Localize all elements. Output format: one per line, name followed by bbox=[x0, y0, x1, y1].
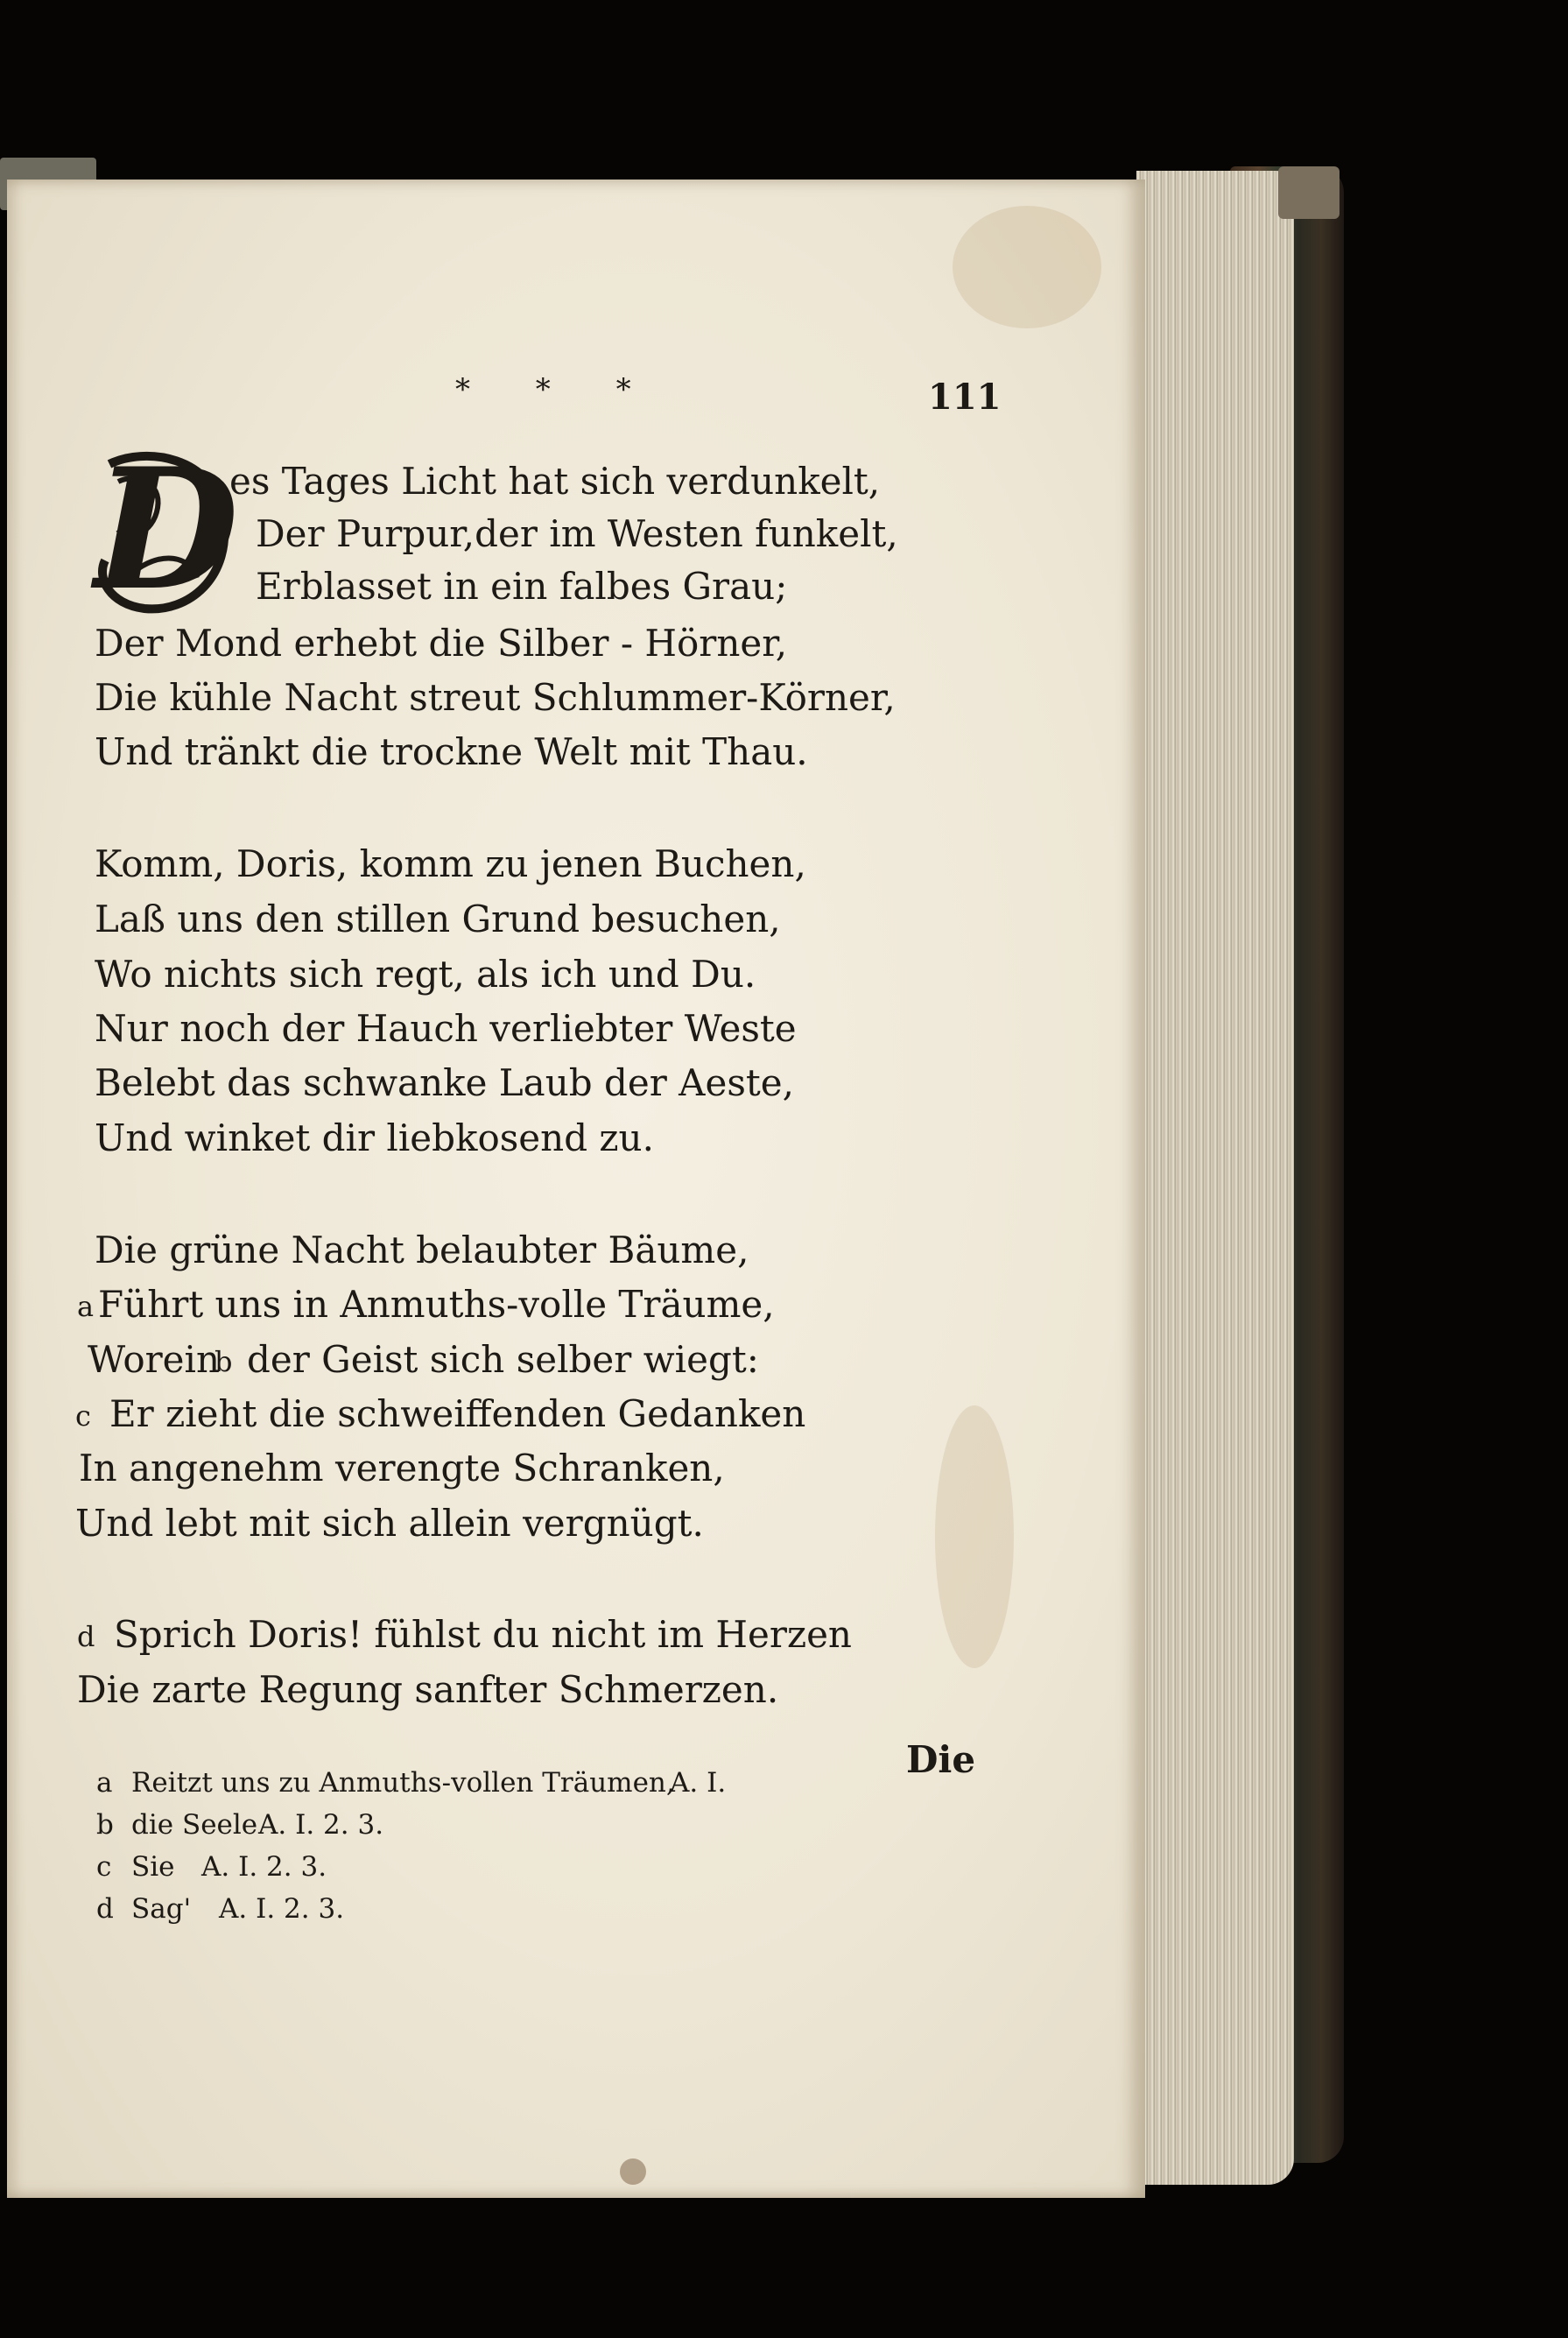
footnote-ref: A. I. 2. 3. bbox=[219, 1893, 345, 1925]
footnote-ref: A. I. 2. 3. bbox=[258, 1809, 384, 1841]
footnote-ref: A. I. bbox=[670, 1767, 727, 1799]
footnote-text: die Seele bbox=[131, 1809, 258, 1841]
poem-line: Er zieht die schweiffenden Gedanken bbox=[109, 1392, 806, 1435]
poem-line: Laß uns den stillen Grund besuchen, bbox=[95, 898, 781, 940]
poem-line: der Geist sich selber wiegt: bbox=[247, 1338, 759, 1381]
paper-stain bbox=[953, 206, 1101, 328]
poem-line: Und winket dir liebkosend zu. bbox=[95, 1116, 654, 1159]
ornament-asterisks: * * * bbox=[455, 372, 659, 407]
poem-line: Belebt das schwanke Laub der Aeste, bbox=[95, 1061, 794, 1104]
dropcap-letter: D bbox=[95, 432, 239, 627]
cover-tape bbox=[1278, 166, 1339, 219]
poem-line: es Tages Licht hat sich verdunkelt, bbox=[229, 460, 881, 503]
poem-line: Führt uns in Anmuths-volle Träume, bbox=[98, 1283, 775, 1326]
footnote-mark: c bbox=[96, 1851, 112, 1883]
poem-line: Die kühle Nacht streut Schlummer-Körner, bbox=[95, 676, 896, 719]
footnote-mark: d bbox=[96, 1893, 114, 1925]
poem-line: Der Mond erhebt die Silber - Hörner, bbox=[95, 622, 788, 665]
footnote-mark: b bbox=[214, 1345, 233, 1378]
footnote-mark: a bbox=[77, 1290, 95, 1323]
ink-spot bbox=[620, 2158, 646, 2185]
page-number: 111 bbox=[928, 377, 1002, 418]
poem-line: Erblasset in ein falbes Grau; bbox=[256, 565, 788, 608]
poem-line: Und lebt mit sich allein vergnügt. bbox=[75, 1502, 704, 1545]
catchword: Die bbox=[906, 1738, 976, 1781]
poem-line: Worein bbox=[88, 1338, 221, 1381]
poem-line: Nur noch der Hauch verliebter Weste bbox=[95, 1007, 797, 1050]
poem-line: Die zarte Regung sanfter Schmerzen. bbox=[77, 1668, 779, 1711]
poem-line: Der Purpur,der im Westen funkelt, bbox=[256, 512, 898, 555]
poem-line: In angenehm verengte Schranken, bbox=[79, 1447, 725, 1489]
poem-line: Und tränkt die trockne Welt mit Thau. bbox=[95, 730, 808, 773]
poem-line: Komm, Doris, komm zu jenen Buchen, bbox=[95, 842, 806, 885]
page-edges bbox=[1136, 171, 1294, 2185]
paper-stain bbox=[935, 1405, 1014, 1668]
poem-line: Wo nichts sich regt, als ich und Du. bbox=[95, 953, 756, 996]
footnote-text: Sag' bbox=[131, 1893, 192, 1925]
footnote-mark: c bbox=[75, 1399, 91, 1433]
footnote-text: Reitzt uns zu Anmuths-vollen Träumen, bbox=[131, 1767, 675, 1799]
footnote-mark: b bbox=[96, 1809, 114, 1841]
footnote-mark: d bbox=[77, 1620, 95, 1653]
footnote-text: Sie bbox=[131, 1851, 175, 1883]
footnote-ref: A. I. 2. 3. bbox=[201, 1851, 327, 1883]
footnote-mark: a bbox=[96, 1767, 113, 1799]
poem-line: Sprich Doris! fühlst du nicht im Herzen bbox=[114, 1613, 852, 1656]
poem-line: Die grüne Nacht belaubter Bäume, bbox=[95, 1229, 749, 1271]
